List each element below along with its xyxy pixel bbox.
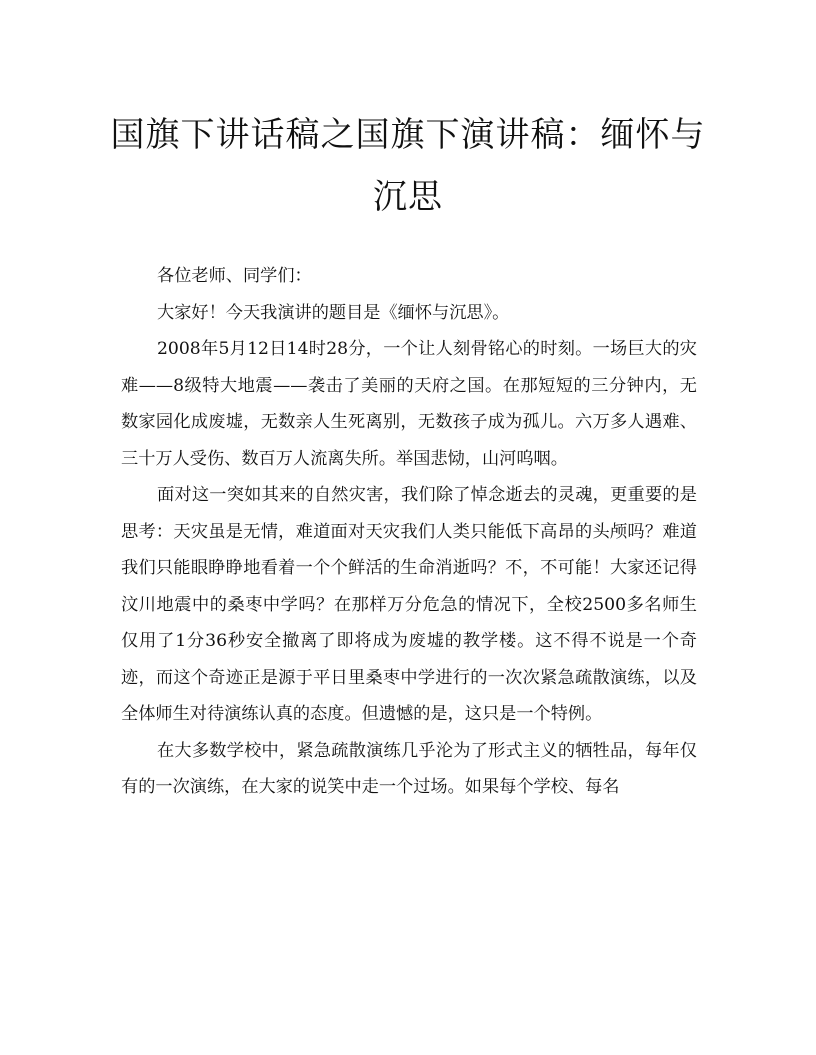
document-title: 国旗下讲话稿之国旗下演讲稿：缅怀与沉思 (110, 115, 706, 217)
document-body (121, 258, 697, 806)
reflection-paragraph: 面对这一突如其来的自然灾害，我们除了悼念逝去的灵魂，更重要的是思考：天灾虽是无情，难道面对天灾我们人类只能低下高昂的头颅吗？难道我们只能眼睁睁地看着一个个鲜活的生命消逝吗？不，不可能！大家还记得汶川地震中的桑枣中学吗？在那样万分危急的情况下，全校2500多名师生仅用了1分36秒安全撤离了即将成为废墟的教学楼。这不得不说是一个奇迹，而这个奇迹正是源于平日里桑枣中学进行的一次次紧急疏散演练，以及全体师生对待演练认真的态度。但遗憾的是，这只是一个特例。 (121, 485, 697, 724)
salutation-paragraph: 各位老师、同学们： (157, 266, 312, 286)
greeting-paragraph: 大家好！今天我演讲的题目是《缅怀与沉思》。 (157, 302, 510, 323)
drill-paragraph: 在大多数学校中，紧急疏散演练几乎沦为了形式主义的牺牲品，每年仅有的一次演练，在大家的说笑中走一个过场。如果每个学校、每名 (121, 740, 697, 797)
earthquake-paragraph: 2008年5月12日14时28分，一个让人刻骨铭心的时刻。一场巨大的灾难——8级特大地震——袭击了美丽的天府之国。在那短短的三分钟内，无数家园化成废墟，无数亲人生死离别，无数孩子成为孤儿。六万多人遇难、三十万人受伤、数百万人流离失所。举国悲恸，山河呜咽。 (121, 339, 697, 469)
